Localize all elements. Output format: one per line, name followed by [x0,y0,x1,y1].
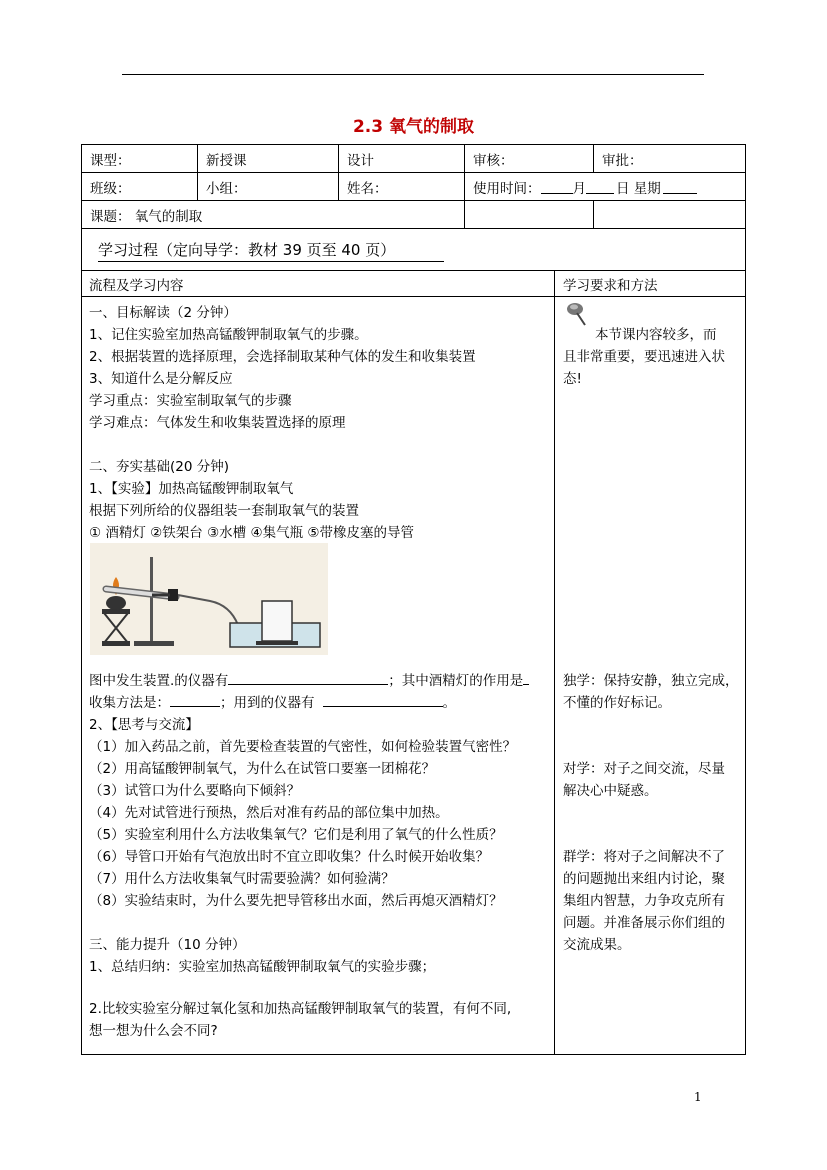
name-label: 姓名： [339,173,465,200]
s1-item-3: 3、知道什么是分解反应 [89,371,233,387]
header-rule [122,74,704,75]
page-number: 1 [694,1090,702,1104]
think-title: 2、【思考与交流】 [89,717,199,733]
note4-line-1: 群学：将对子之间解决不了 [563,849,725,865]
apparatus-image [90,543,328,655]
topic-empty-1 [465,201,594,228]
apparatus-drawing [90,543,328,655]
note4-line-3: 集组内智慧，力争攻克所有 [563,893,725,909]
note4-line-2: 的问题抛出来组内讨论，聚 [563,871,725,887]
pushpin-icon [565,301,589,327]
s3-heading: 三、能力提升（10 分钟） [89,937,246,953]
key-point: 学习重点：实验室制取氧气的步骤 [89,393,292,409]
generator-instrument-blank[interactable] [228,670,388,685]
lesson-table [81,144,746,1055]
designer-label: 设计 [339,145,465,172]
fill-line-2 [89,691,456,711]
use-time-label: 使用时间： [473,180,541,197]
class-label: 班级： [82,173,198,200]
note4-line-4: 问题。并准备展示你们组的 [563,915,725,931]
instrument-list: ① 酒精灯 ②铁架台 ③水槽 ④集气瓶 ⑤带橡皮塞的导管 [89,525,414,541]
page-title: 2.3 氧气的制取 [352,117,475,137]
month-label: 月 [572,180,586,197]
reviewer-label: 审核： [465,145,594,172]
type-label: 课型： [82,145,198,172]
process-title: 学习过程（定向导学：教材 39 页至 40 页） [98,241,396,259]
note1-line-1: 本节课内容较多，而 [595,327,717,343]
note4-line-5: 交流成果。 [563,937,631,953]
approver-label: 审批： [602,152,643,169]
question-7: （7）用什么方法收集氧气时需要验满？如何验满？ [89,871,395,887]
left-content [82,297,555,1054]
process-row [82,229,745,271]
fill1-text-a: 图中发生装置.的仪器有 [89,673,229,689]
lamp-role-blank[interactable] [523,670,529,685]
collect-instrument-blank[interactable] [323,692,443,707]
s1-item-2: 2、根据装置的选择原理，会选择制取某种气体的发生和收集装置 [89,349,476,365]
experiment-desc: 根据下列所给的仪器组装一套制取氧气的装置 [89,503,359,519]
fill2-text-b: ；用到的仪器有 [220,695,315,711]
day-week-label: 日 星期 [616,180,661,197]
difficult-point: 学习难点：气体发生和收集装置选择的原理 [89,415,346,431]
question-5: （5）实验室利用什么方法收集氧气？它们是利用了氧气的什么性质？ [89,827,503,843]
fill-line-1 [89,669,529,689]
right-content [555,297,745,1054]
experiment-title: 1、【实验】加热高锰酸钾制取氧气 [89,481,294,497]
topic-row [82,201,745,229]
fill2-text-a: 收集方法是： [89,695,170,711]
header-row-2 [82,173,745,201]
note1-line-3: 态! [563,371,582,387]
fill2-text-c: 。 [442,695,456,711]
process-underline [98,261,444,262]
question-6: （6）导管口开始有气泡放出时不宜立即收集？什么时候开始收集？ [89,849,490,865]
question-8: （8）实验结束时，为什么要先把导管移出水面，然后再熄灭酒精灯？ [89,893,503,909]
question-1: （1）加入药品之前，首先要检查装置的气密性，如何检验装置气密性？ [89,739,517,755]
type-value: 新授课 [198,145,339,172]
s2-heading: 二、夯实基础(20 分钟) [89,459,230,475]
question-2: （2）用高锰酸钾制氧气，为什么在试管口要塞一团棉花？ [89,761,436,777]
topic: 课题： 氧气的制取 [82,201,465,228]
s1-item-1: 1、记住实验室加热高锰酸钾制取氧气的步骤。 [89,327,368,343]
question-3: （3）试管口为什么要略向下倾斜？ [89,783,301,799]
note3-line-2: 解决心中疑惑。 [563,783,658,799]
month-blank[interactable] [541,179,573,194]
note2-line-2: 不懂的作好标记。 [563,695,671,711]
s3-question-1: 1、总结归纳：实验室加热高锰酸钾制取氧气的实验步骤； [89,959,436,975]
day-blank[interactable] [586,179,614,194]
s3-question-2b: 想一想为什么会不同? [89,1023,218,1039]
s3-question-2a: 2.比较实验室分解过氧化氢和加热高锰酸钾制取氧气的装置，有何不同, [89,1001,512,1017]
group-label: 小组： [198,173,339,200]
right-column-header: 学习要求和方法 [563,277,658,294]
note1-line-2: 且非常重要，要迅速进入状 [563,349,725,365]
weekday-blank[interactable] [663,179,697,194]
question-4: （4）先对试管进行预热，然后对准有药品的部位集中加热。 [89,805,449,821]
column-header-row [82,271,745,297]
header-row-1 [82,145,745,173]
collect-method-blank[interactable] [170,692,220,707]
left-column-header: 流程及学习内容 [82,271,555,296]
use-time [465,173,745,200]
note2-line-1: 独学：保持安静，独立完成， [563,673,739,689]
s1-heading: 一、目标解读（2 分钟） [89,305,237,321]
topic-empty-2 [594,201,745,228]
fill1-text-b: ；其中酒精灯的作用是 [388,673,524,689]
content-row [82,297,745,1054]
note3-line-1: 对学：对子之间交流，尽量 [563,761,725,777]
